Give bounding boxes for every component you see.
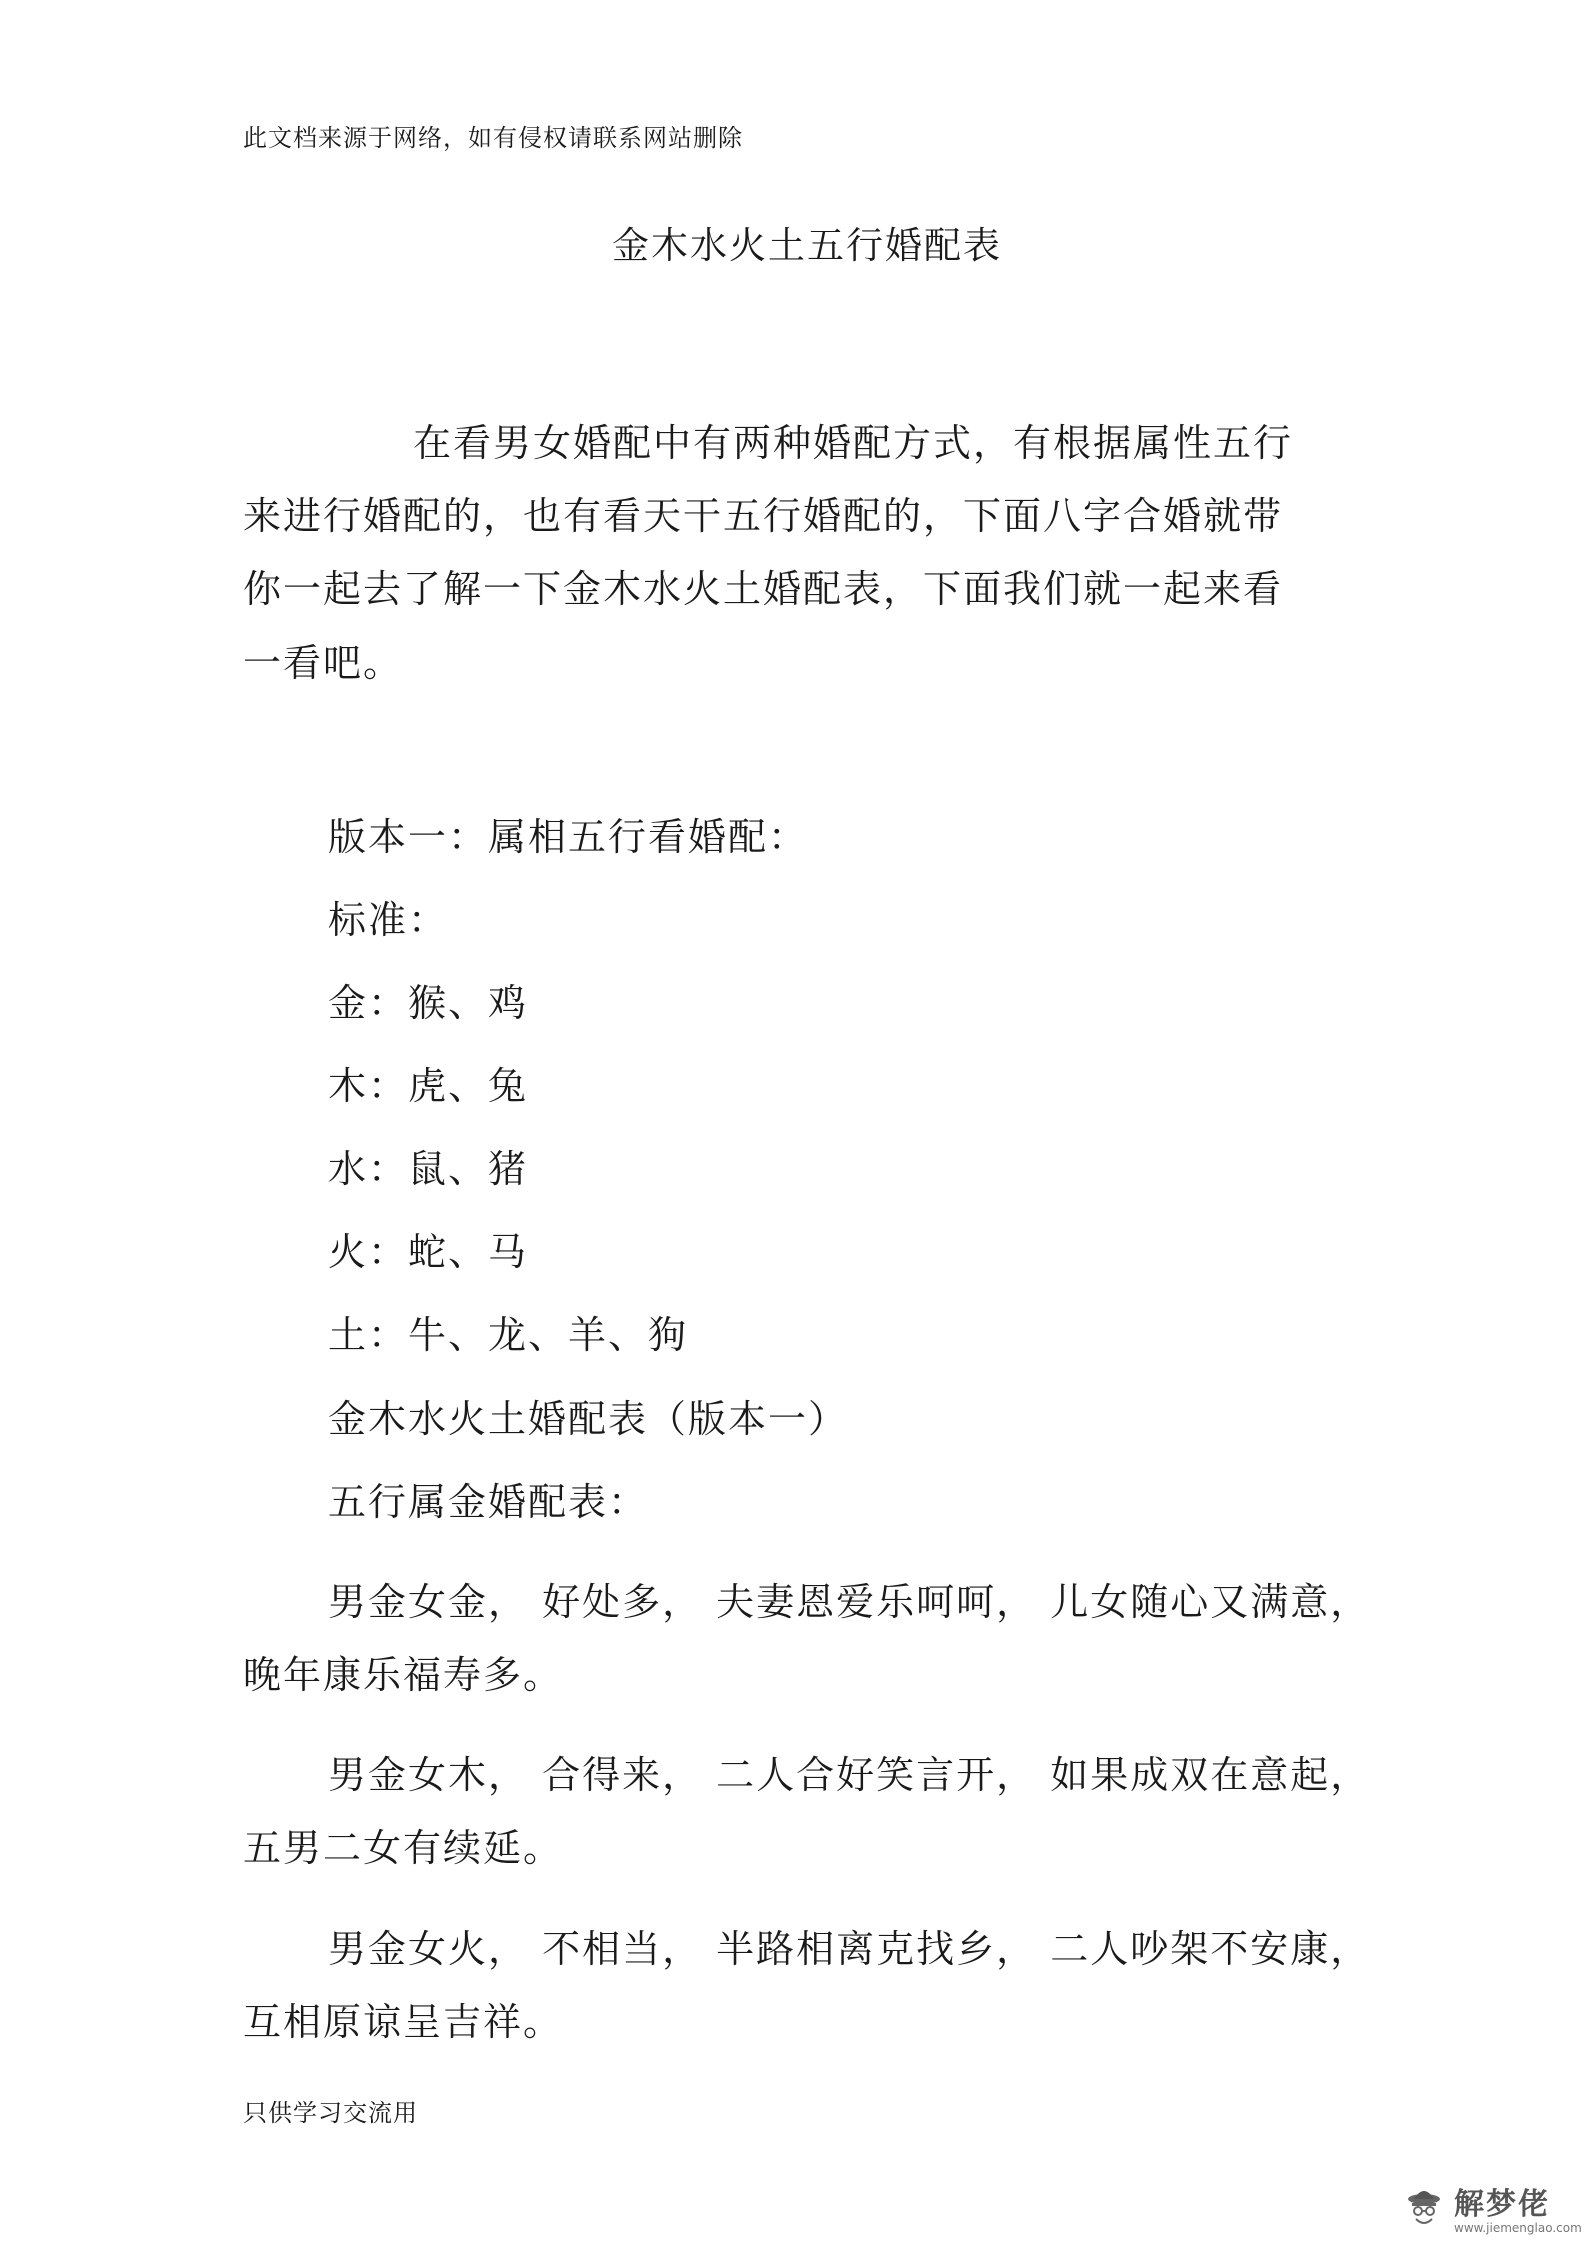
section-heading: 版本一：属相五行看婚配： bbox=[328, 815, 809, 859]
element-item: 木：虎、兔 bbox=[328, 1064, 529, 1108]
site-watermark bbox=[1400, 2177, 1582, 2243]
pairing-line: 男金女木， 合得来， 二人合好笑言开， 如果成双在意起， bbox=[328, 1753, 1371, 1797]
table-heading: 金木水火土婚配表（版本一） bbox=[328, 1397, 849, 1441]
intro-line: 你一起去了解一下金木水火土婚配表，下面我们就一起来看 bbox=[243, 567, 1284, 611]
intro-line: 来进行婚配的，也有看天干五行婚配的，下面八字合婚就带 bbox=[243, 494, 1284, 538]
pairing-line: 男金女金， 好处多， 夫妻恩爱乐呵呵， 儿女随心又满意， bbox=[328, 1580, 1371, 1624]
element-item: 火：蛇、马 bbox=[328, 1230, 529, 1274]
pairing-line: 男金女火， 不相当， 半路相离克找乡， 二人吵架不安康， bbox=[328, 1927, 1371, 1971]
detective-hat-icon bbox=[1400, 2181, 1448, 2229]
standard-label: 标准： bbox=[328, 898, 449, 942]
pairing-line: 互相原谅呈吉祥。 bbox=[243, 2000, 564, 2044]
document-title: 金木水火土五行婚配表 bbox=[612, 224, 1002, 267]
watermark-text: 解梦佬 bbox=[1454, 2187, 1550, 2222]
element-item: 水：鼠、猪 bbox=[328, 1147, 529, 1191]
element-item: 土：牛、龙、羊、狗 bbox=[328, 1313, 689, 1357]
pairing-line: 五男二女有续延。 bbox=[243, 1826, 564, 1870]
intro-line: 一看吧。 bbox=[243, 641, 404, 685]
gold-table-heading: 五行属金婚配表： bbox=[328, 1480, 649, 1524]
footer-note: 只供学习交流用 bbox=[243, 2099, 418, 2127]
intro-line: 在看男女婚配中有两种婚配方式，有根据属性五行 bbox=[413, 421, 1294, 465]
header-note: 此文档来源于网络，如有侵权请联系网站删除 bbox=[243, 124, 743, 152]
watermark-url: www.jiemenglao.com bbox=[1454, 2221, 1582, 2235]
element-item: 金：猴、鸡 bbox=[328, 981, 529, 1025]
pairing-line: 晚年康乐福寿多。 bbox=[243, 1653, 564, 1697]
